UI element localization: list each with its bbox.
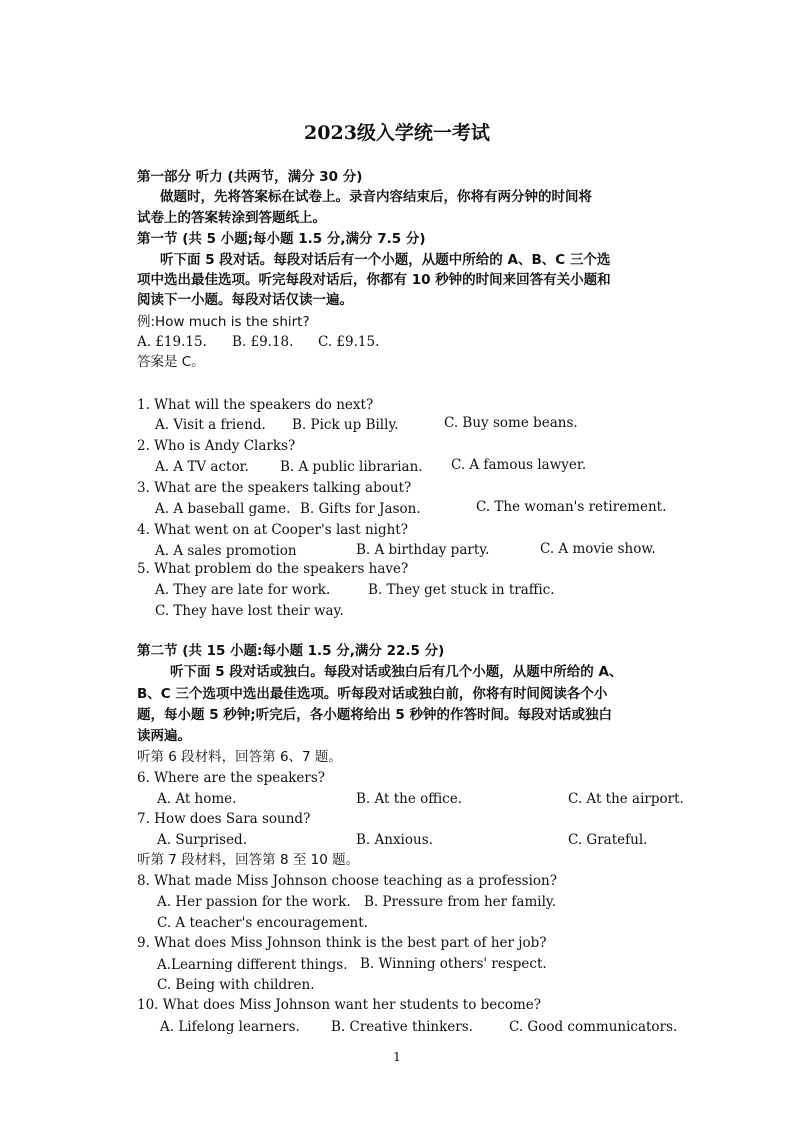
- example-answer: 答案是 C。: [137, 354, 205, 370]
- example-option-c: C. £9.15.: [318, 334, 380, 350]
- section1-instruction-line1: 听下面 5 段对话。每段对话后有一个小题，从题中所给的 A、B、C 三个选: [160, 252, 611, 268]
- q9-option-a: A.Learning different things.: [157, 957, 348, 973]
- q7-option-c: C. Grateful.: [568, 832, 648, 848]
- question-1: 1. What will the speakers do next?: [137, 397, 374, 413]
- q2-option-a: A. A TV actor.: [155, 459, 249, 475]
- q6-option-c: C. At the airport.: [568, 791, 684, 807]
- section2-instruction-line3: 题，每小题 5 秒钟;听完后，各小题将给出 5 秒钟的作答时间。每段对话或独白: [137, 707, 612, 723]
- q2-option-c: C. A famous lawyer.: [451, 457, 587, 473]
- page-number: 1: [393, 1050, 401, 1064]
- q2-option-b: B. A public librarian.: [280, 459, 423, 475]
- q4-option-b: B. A birthday party.: [356, 542, 490, 558]
- material-7-note: 听第 7 段材料，回答第 8 至 10 题。: [137, 852, 360, 868]
- q9-option-b: B. Winning others' respect.: [360, 956, 547, 972]
- q5-option-c: C. They have lost their way.: [155, 603, 344, 619]
- q4-option-c: C. A movie show.: [540, 541, 656, 557]
- section2-instruction-line1: 听下面 5 段对话或独白。每段对话或独白后有几个小题，从题中所给的 A、: [170, 664, 623, 680]
- q8-option-b: B. Pressure from her family.: [364, 894, 557, 910]
- material-6-note: 听第 6 段材料，回答第 6、7 题。: [137, 749, 342, 765]
- q7-option-a: A. Surprised.: [157, 832, 247, 848]
- q3-option-c: C. The woman's retirement.: [476, 499, 667, 515]
- example-option-a: A. £19.15.: [137, 334, 207, 350]
- q1-option-c: C. Buy some beans.: [444, 415, 578, 431]
- q10-option-b: B. Creative thinkers.: [331, 1019, 473, 1035]
- section1-instruction-line3: 阅读下一小题。每段对话仅读一遍。: [137, 292, 353, 308]
- section2-heading: 第二节 (共 15 小题:每小题 1.5 分,满分 22.5 分): [137, 643, 445, 659]
- q7-option-b: B. Anxious.: [356, 832, 433, 848]
- q5-option-b: B. They get stuck in traffic.: [368, 582, 555, 598]
- q8-option-c: C. A teacher's encouragement.: [157, 915, 368, 931]
- q6-option-a: A. At home.: [157, 791, 237, 807]
- q10-option-a: A. Lifelong learners.: [160, 1019, 300, 1035]
- exam-title: 2023级入学统一考试: [304, 122, 490, 144]
- section1-instruction-line2: 项中选出最佳选项。听完每段对话后，你都有 10 秒钟的时间来回答有关小题和: [137, 272, 611, 288]
- q3-option-a: A. A baseball game.: [155, 501, 291, 517]
- q9-option-c: C. Being with children.: [157, 977, 315, 993]
- part1-heading: 第一部分 听力 (共两节，满分 30 分): [137, 169, 363, 185]
- section2-instruction-line2: B、C 三个选项中选出最佳选项。听每段对话或独白前，你将有时间阅读各个小: [137, 686, 608, 702]
- part1-instruction-line1: 做题时，先将答案标在试卷上。录音内容结束后，你将有两分钟的时间将: [160, 189, 592, 205]
- question-9: 9. What does Miss Johnson think is the best part of her job?: [137, 935, 547, 951]
- question-4: 4. What went on at Cooper's last night?: [137, 522, 408, 538]
- q1-option-a: A. Visit a friend.: [155, 417, 266, 433]
- q1-option-b: B. Pick up Billy.: [292, 417, 399, 433]
- q10-option-c: C. Good communicators.: [509, 1019, 678, 1035]
- question-3: 3. What are the speakers talking about?: [137, 480, 412, 496]
- question-5: 5. What problem do the speakers have?: [137, 561, 409, 577]
- question-2: 2. Who is Andy Clarks?: [137, 438, 296, 454]
- section2-instruction-line4: 读两遍。: [137, 728, 191, 744]
- example-question: 例:How much is the shirt?: [137, 314, 310, 330]
- example-option-b: B. £9.18.: [232, 334, 294, 350]
- q6-option-b: B. At the office.: [356, 791, 463, 807]
- question-10: 10. What does Miss Johnson want her students to become?: [137, 997, 541, 1013]
- question-7: 7. How does Sara sound?: [137, 811, 311, 827]
- q8-option-a: A. Her passion for the work.: [157, 894, 351, 910]
- q4-option-a: A. A sales promotion: [155, 543, 297, 559]
- part1-instruction-line2: 试卷上的答案转涂到答题纸上。: [137, 210, 326, 226]
- q3-option-b: B. Gifts for Jason.: [300, 501, 421, 517]
- question-8: 8. What made Miss Johnson choose teaching as a profession?: [137, 873, 557, 889]
- q5-option-a: A. They are late for work.: [155, 582, 331, 598]
- section1-heading: 第一节 (共 5 小题;每小题 1.5 分,满分 7.5 分): [137, 231, 426, 247]
- question-6: 6. Where are the speakers?: [137, 770, 326, 786]
